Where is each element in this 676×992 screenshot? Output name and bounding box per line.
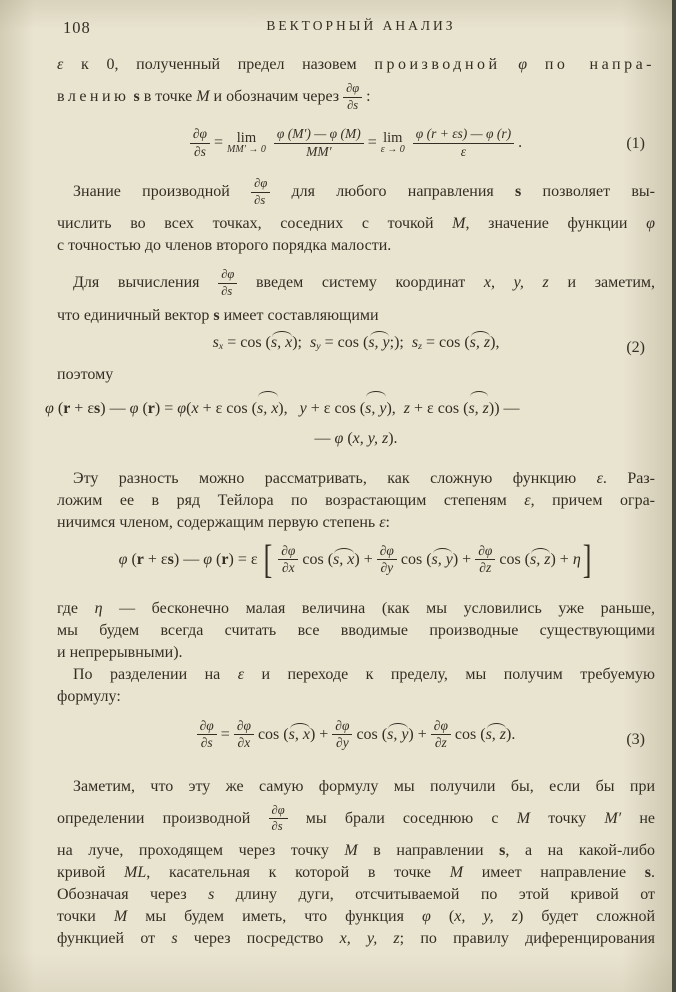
italic-text: M xyxy=(516,809,531,827)
inline-fraction xyxy=(475,543,495,578)
italic-text: s xyxy=(212,333,219,351)
angle-hat: s, x xyxy=(270,333,293,351)
text-line: кривой ML, касательная к которой в точке M имеет направление s. xyxy=(57,863,655,881)
fraction-denominator: ∂y xyxy=(380,560,394,576)
paragraph-remark xyxy=(57,776,655,950)
angle-hat: s, z xyxy=(468,394,488,424)
equation-1-body: $\frac{\partial\varphi}{\partial s}$ = lim MM′ → 0 $\frac{\varphi (M') — \varphi (M)}{MM'}$ = lim ε → 0 $\frac{\varphi (r + \varepsilon s) — \varphi (r)}{\varepsilon}$ . xyxy=(190,126,522,161)
page-right-edge-shadow xyxy=(672,0,676,992)
italic-text: M xyxy=(196,87,210,105)
italic-text: x, y, z xyxy=(483,274,549,292)
page-content xyxy=(45,0,656,950)
vector-symbol: r xyxy=(221,550,229,568)
fraction-denominator: ∂s xyxy=(271,819,283,834)
fraction-numerator: ∂φ xyxy=(218,267,237,284)
paragraph-intro xyxy=(57,54,655,118)
fraction-numerator: ∂φ xyxy=(269,803,288,820)
text-line: влению s в точке M и обозначим через $\frac{\partial\varphi}{\partial s}$ : xyxy=(57,81,371,112)
fraction-numerator: ∂φ xyxy=(278,543,298,561)
text-line: Знание производной $\frac{\partial\varphi}{\partial s}$ для любого направления s позволяет вы- xyxy=(73,176,655,207)
italic-text: M xyxy=(452,215,466,233)
emphasis-spaced-text: влению xyxy=(57,87,130,105)
fraction-numerator: ∂φ xyxy=(343,81,362,98)
emphasis-spaced-text: по напра- xyxy=(544,56,656,73)
text-line: числить во всех точках, соседних с точкой M, значение функции φ xyxy=(57,215,655,233)
angle-hat: s, z xyxy=(530,550,551,568)
italic-text: ε xyxy=(524,491,531,509)
text-line: По разделении на ε и переходе к пределу, мы получим требуемую xyxy=(73,665,655,683)
fraction-numerator: ∂φ xyxy=(234,718,254,736)
bracket: ] xyxy=(582,536,592,582)
italic-text: M xyxy=(344,841,358,859)
equation-2-body: sx = cos (s, x); sy = cos (s, y;); sz = cos (s, z), xyxy=(212,333,500,352)
italic-text: φ xyxy=(422,907,431,925)
italic-text: x, y, z xyxy=(339,929,400,947)
italic-text: M xyxy=(449,863,464,881)
paragraph-coordinates xyxy=(57,262,655,326)
fraction-denominator: ∂x xyxy=(237,735,251,751)
fraction-numerator: ∂φ xyxy=(431,718,451,736)
italic-text: y xyxy=(299,399,307,417)
text-line: с точностью до членов второго порядка малости. xyxy=(57,237,392,255)
text-line: ложим ее в ряд Тейлора по возрастающим степеням ε, причем огра- xyxy=(57,491,656,509)
italic-text: φ xyxy=(334,429,344,447)
angle-hat: s, y xyxy=(365,394,386,424)
limit-word: lim xyxy=(236,130,257,147)
fraction-numerator: φ (M′) — φ (M) xyxy=(274,126,364,144)
fraction-numerator: ∂φ xyxy=(251,176,270,193)
text-line: где η — бесконечно малая величина (как мы условились уже раньше, xyxy=(57,599,656,617)
vector-symbol: r xyxy=(147,399,155,417)
text-line: на луче, проходящем через точку M в направлении s, а на какой-либо xyxy=(57,841,655,859)
inline-fraction xyxy=(190,126,210,161)
angle-hat: s, y xyxy=(387,725,409,743)
fraction-denominator: ∂y xyxy=(336,735,349,751)
inline-fraction xyxy=(218,267,237,299)
display-equation-bracket xyxy=(57,536,655,589)
display-equation-1 xyxy=(57,126,655,161)
text-line: Обозначая через s длину дуги, отсчитываемой по этой кривой от xyxy=(57,885,656,903)
text-line: мы будем всегда считать все вводимые производные существующими xyxy=(57,621,655,639)
paragraph-taylor xyxy=(57,468,655,534)
emphasis-spaced-text: производной xyxy=(374,56,501,73)
text-line: Для вычисления $\frac{\partial\varphi}{\partial s}$ введем систему координат x, y, z и заметим, xyxy=(73,267,656,298)
inline-fraction xyxy=(251,176,270,208)
inline-fraction xyxy=(278,543,298,578)
italic-text: φ xyxy=(118,550,128,568)
fraction-denominator: ∂s xyxy=(254,192,266,207)
italic-text: M′ xyxy=(604,809,622,827)
italic-text: φ xyxy=(203,550,213,568)
angle-hat: s, x xyxy=(333,550,355,568)
italic-text: s xyxy=(171,929,178,947)
running-title: ВЕКТОРНЫЙ АНАЛИЗ xyxy=(266,18,456,33)
vector-symbol: r xyxy=(136,550,144,568)
vector-symbol: s xyxy=(167,550,174,568)
text-line: определении производной $\frac{\partial\varphi}{\partial s}$ мы брали соседнюю с M точку M′ не xyxy=(57,802,655,834)
angle-hat: s, y xyxy=(431,550,453,568)
limit-subscript: ε → 0 xyxy=(380,144,405,156)
fraction-denominator: ε xyxy=(460,144,467,160)
equation-bracket-body: φ (r + εs) — φ (r) = ε [ $\frac{\partial\varphi}{\partial x}$ cos (s, x) + $\frac{\partial\varphi}{\partial y}$ cos (s, y) + $\frac{\partial\varphi}{\partial z}$ cos (s, z) + η] xyxy=(118,536,592,582)
italic-text: ε xyxy=(596,469,603,487)
fraction-denominator: ∂s xyxy=(221,283,233,298)
text-line: ничимся членом, содержащим первую степень ε: xyxy=(57,513,390,531)
italic-text: ε xyxy=(237,665,245,683)
vector-symbol: s xyxy=(213,306,220,324)
subscript: z xyxy=(418,340,422,352)
limit-word: lim xyxy=(383,130,403,147)
italic-text: ε xyxy=(57,56,64,73)
italic-text: x, y, z xyxy=(454,907,518,925)
italic-text: s xyxy=(411,333,419,351)
subscript: y xyxy=(316,340,321,352)
italic-text: φ xyxy=(518,56,528,73)
italic-text: z xyxy=(403,399,411,417)
equation-2-number: (2) xyxy=(626,338,645,356)
vector-symbol: s xyxy=(644,863,651,881)
italic-text: ε xyxy=(379,513,386,531)
display-equation-2 xyxy=(57,334,655,362)
italic-text: x, y, z xyxy=(352,429,389,447)
limit-operator xyxy=(227,131,266,156)
italic-text: φ xyxy=(129,399,139,417)
text-line: ε к 0, полученный предел назовем производной φ по напра- xyxy=(57,56,656,73)
angle-hat: s, z xyxy=(485,725,507,743)
bracket: [ xyxy=(263,536,273,582)
fraction-numerator: ∂φ xyxy=(475,543,495,561)
text-line: точки M мы будем иметь, что функция φ (x, y, z) будет сложной xyxy=(57,907,656,925)
page-header xyxy=(57,18,655,40)
inline-fraction xyxy=(431,718,451,753)
inline-fraction xyxy=(377,543,397,578)
display-equation-difference xyxy=(45,394,655,454)
angle-hat: s, x xyxy=(288,725,310,743)
text-line: формулу: xyxy=(57,687,121,705)
text-line: Заметим, что эту же самую формулу мы получили бы, если бы при xyxy=(73,777,655,795)
inline-fraction xyxy=(197,718,217,753)
paragraph-eta xyxy=(57,598,655,708)
equation-1-number: (1) xyxy=(626,134,645,152)
inline-fraction xyxy=(274,126,364,161)
inline-fraction xyxy=(343,81,362,113)
italic-text: φ xyxy=(177,399,187,417)
angle-hat: s, x xyxy=(257,394,278,424)
italic-text: η xyxy=(572,550,581,568)
page-number: 108 xyxy=(63,18,91,37)
text-line: что единичный вектор s имеет составляющими xyxy=(57,306,379,324)
fraction-denominator: ∂x xyxy=(281,560,295,576)
fraction-numerator: ∂φ xyxy=(332,718,352,736)
italic-text: ML xyxy=(124,863,147,881)
fraction-denominator: ∂s xyxy=(347,97,359,112)
equation-diff-line-2: — φ (x, y, z). xyxy=(314,429,398,447)
text-line-poetomu: поэтому xyxy=(57,365,114,383)
italic-text: x xyxy=(191,399,199,417)
vector-symbol: r xyxy=(63,399,71,417)
limit-operator xyxy=(381,131,405,156)
fraction-numerator: φ (r + εs) — φ (r) xyxy=(413,126,514,144)
italic-text: s xyxy=(310,333,317,351)
subscript: x xyxy=(218,340,224,352)
fraction-numerator: ∂φ xyxy=(377,543,397,561)
fraction-numerator: ∂φ xyxy=(197,718,217,736)
vector-symbol: s xyxy=(499,841,506,859)
vector-symbol: s xyxy=(94,399,101,417)
fraction-denominator: MM′ xyxy=(306,144,332,160)
angle-hat: s, y xyxy=(368,333,390,351)
display-equation-3 xyxy=(57,718,655,762)
fraction-denominator: ∂z xyxy=(434,735,447,751)
inline-fraction xyxy=(269,803,288,835)
vector-symbol: s xyxy=(133,87,140,105)
equation-3-body: $\frac{\partial\varphi}{\partial s}$ = $\frac{\partial\varphi}{\partial x}$ cos (s, x) + $\frac{\partial\varphi}{\partial y}$ cos (s, y) + $\frac{\partial\varphi}{\partial z}$ cos (s, z). xyxy=(197,718,516,753)
italic-text: η xyxy=(94,599,103,617)
inline-fraction xyxy=(234,718,254,753)
angle-hat: s, z xyxy=(469,333,491,351)
italic-text: φ xyxy=(45,399,54,417)
fraction-denominator: ∂s xyxy=(193,144,206,160)
italic-text: M xyxy=(113,907,128,925)
inline-fraction xyxy=(413,126,514,161)
fraction-denominator: ∂z xyxy=(479,560,492,576)
vector-symbol: s xyxy=(515,182,522,200)
fraction-denominator: ∂s xyxy=(200,735,213,751)
paragraph-knowledge xyxy=(57,171,655,257)
limit-subscript: MM′ → 0 xyxy=(227,144,266,156)
inline-fraction xyxy=(332,718,352,753)
italic-text: s xyxy=(208,885,215,903)
text-line: функцией от s через посредство x, y, z; по правилу диференцирования xyxy=(57,929,655,947)
fraction-numerator: ∂φ xyxy=(190,126,210,144)
text-line: и непрерывными). xyxy=(57,643,183,661)
text-line: Эту разность можно рассматривать, как сложную функцию ε. Раз- xyxy=(73,469,655,487)
equation-3-number: (3) xyxy=(626,730,645,748)
equation-diff-line-1: φ (r + εs) — φ (r) = φ(x + ε cos (s, x), y + ε cos (s, y), z + ε cos (s, z)) — xyxy=(45,394,655,424)
italic-text: φ xyxy=(646,215,655,233)
